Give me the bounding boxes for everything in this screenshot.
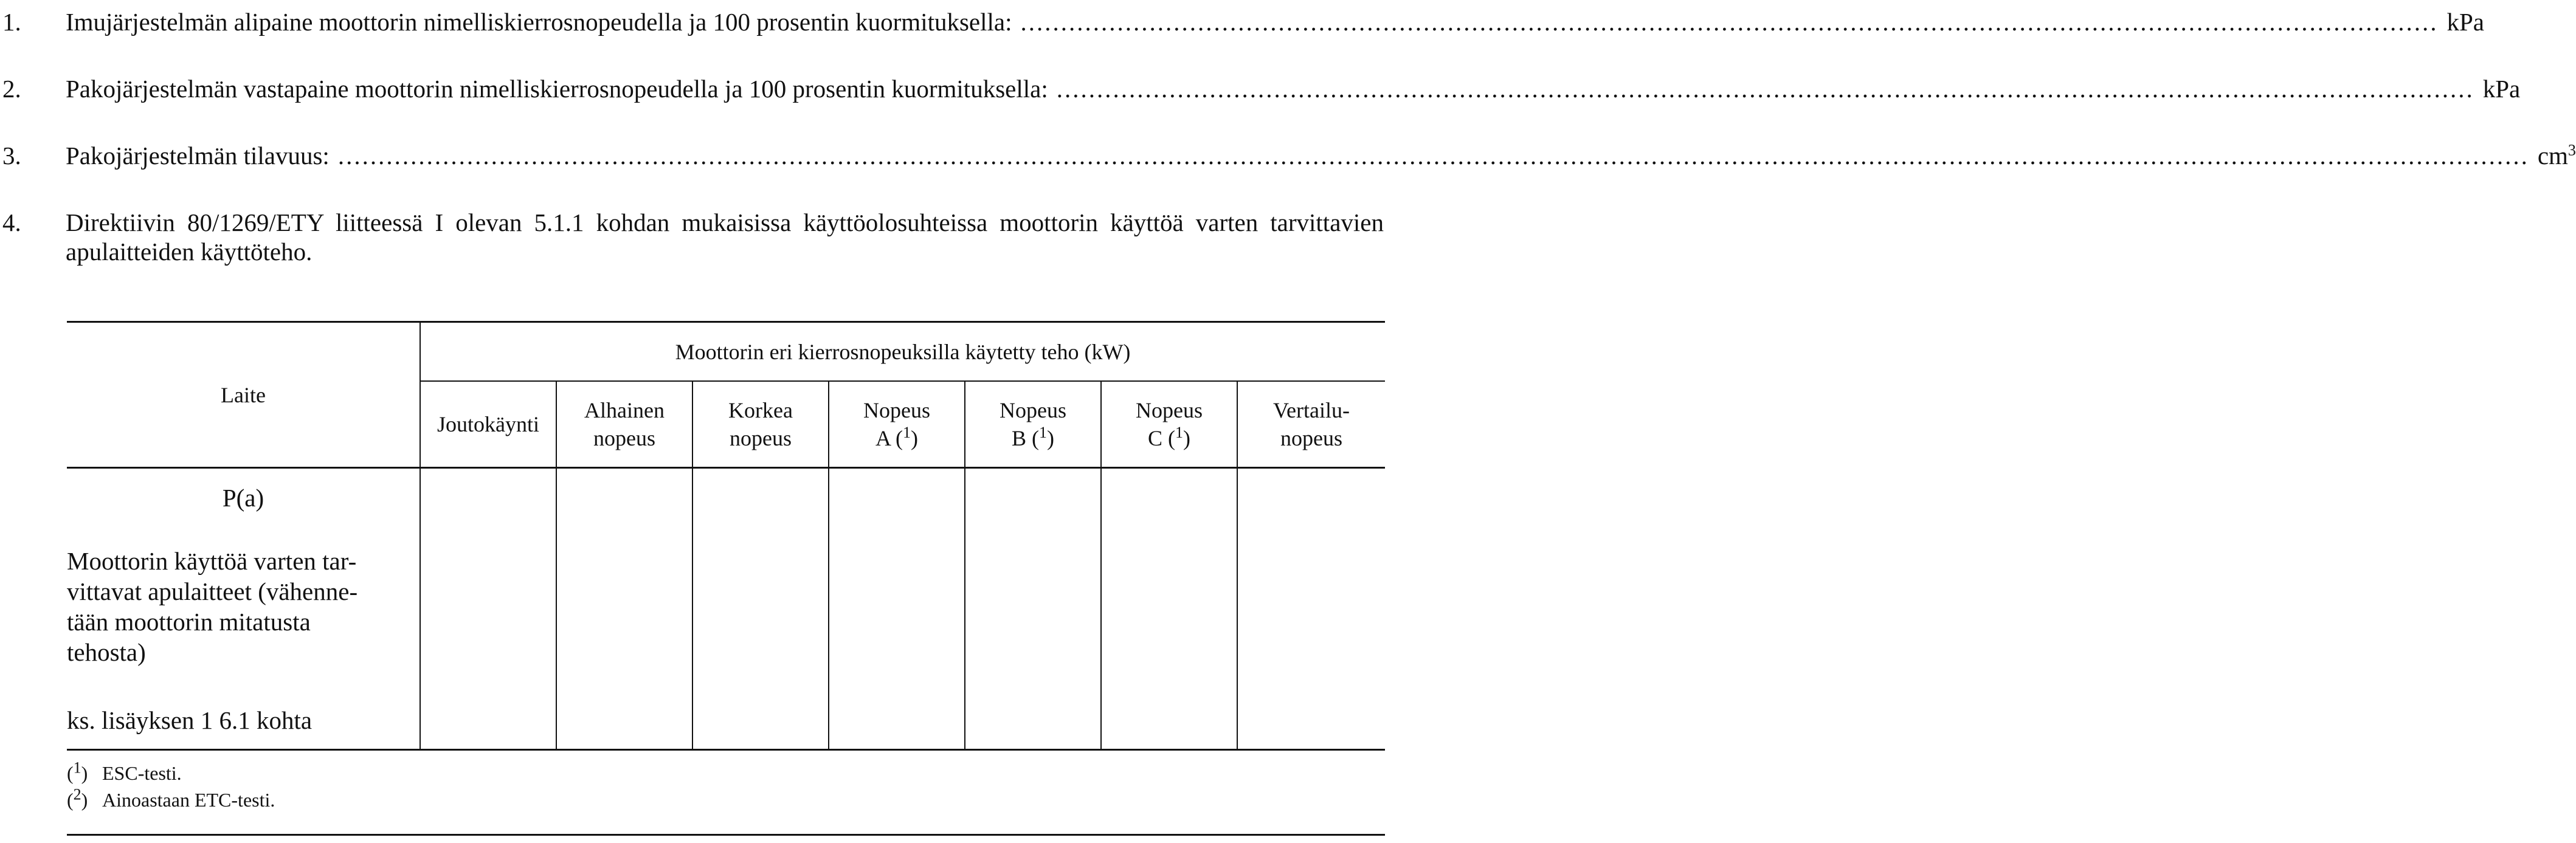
item-number: 2.: [2, 75, 21, 103]
item-1-line: [66, 7, 2484, 36]
row-reference: ks. lisäyksen 1 6.1 kohta: [67, 706, 313, 734]
group-header: Moottorin eri kierrosnopeuksilla käytetty teho (kW): [675, 339, 1131, 364]
header-bottom-rule: [67, 467, 1385, 469]
col-header-label: Joutokäynti: [437, 412, 539, 436]
col-header-korkea: [693, 382, 828, 467]
item-number: 1.: [2, 8, 21, 36]
col-header-line2: nopeus: [1280, 426, 1342, 450]
power-table: [67, 321, 1385, 751]
description-line: tään moottorin mitatusta: [67, 608, 311, 636]
footnote-text: Ainoastaan ETC-testi.: [102, 789, 275, 811]
col-header-line1: Vertailu-: [1273, 398, 1350, 422]
item-2-line: [66, 74, 2521, 103]
body-bottom-rule: [67, 749, 1385, 751]
item-3-unit: [2538, 141, 2576, 170]
col-header-letter: C (: [1148, 426, 1175, 450]
col-header-line2: [1148, 424, 1190, 452]
dot-leader: ................................................................................................................................................................................: [1020, 8, 2439, 36]
item-number: 4.: [2, 208, 21, 236]
col-header-line1: Nopeus: [863, 398, 930, 422]
item-3-text: Pakojärjestelmän tilavuus:: [66, 142, 330, 170]
item-1-unit: kPa: [2447, 8, 2484, 36]
description-line: tehosta): [67, 638, 146, 666]
item-4-text: Direktiivin 80/1269/ETY liitteessä I olevan 5.1.1 kohdan mukaisissa käyttöolosuhteissa moottorin käyttöä varten tarvittavien apulaitteiden käyttöteho.: [66, 208, 1384, 266]
col-header-line1: Korkea: [728, 398, 793, 422]
row-description: [67, 546, 407, 667]
col-header-line2: nopeus: [730, 426, 792, 450]
col-header-line1: Nopeus: [1000, 398, 1066, 422]
item-2-text: Pakojärjestelmän vastapaine moottorin nimelliskierrosnopeudella ja 100 prosentin kuormituksella:: [66, 75, 1048, 103]
dot-leader: ................................................................................................................................................................................: [1056, 75, 2474, 103]
col-header-line2: nopeus: [593, 426, 655, 450]
item-2-unit: kPa: [2482, 75, 2521, 103]
description-line: Moottorin käyttöä varten tar-: [67, 547, 357, 575]
footnote-ref: 1: [903, 424, 911, 441]
footnote-text: ESC-testi.: [102, 762, 182, 784]
col-header-letter: A (: [875, 426, 903, 450]
col-header-nopeus-c: [1102, 382, 1237, 467]
footnote-mark-number: 1: [73, 759, 81, 777]
footnote-mark: ($^1$): [67, 759, 88, 784]
paren-close: ): [1047, 426, 1054, 450]
unit-superscript: 3: [2567, 141, 2576, 159]
col-header-vertailu: [1238, 382, 1385, 467]
col-header-nopeus-a: [829, 382, 964, 467]
col-header-alhainen: [557, 382, 692, 467]
paren-close: ): [1183, 426, 1190, 450]
footnote-1: [67, 761, 182, 785]
footnote-ref: 1: [1175, 424, 1183, 441]
col-header-line1: Alhainen: [584, 398, 665, 422]
footnote-ref: 1: [1039, 424, 1047, 441]
footnote-2: [67, 785, 275, 812]
row-pa-label: P(a): [222, 484, 264, 512]
unit-base: cm: [2537, 142, 2568, 170]
col-header-line1: Nopeus: [1136, 398, 1203, 422]
col-header-line2: [1012, 424, 1054, 452]
footnote-mark-number: 2: [73, 785, 81, 803]
footnote-bottom-rule: [67, 834, 1385, 836]
footnote-mark: ($^2$): [67, 785, 88, 811]
description-line: vittavat apulaitteet (vähenne-: [67, 577, 358, 605]
laite-header: Laite: [221, 382, 266, 407]
col-header-joutokaynti: [421, 382, 556, 467]
item-1-text: Imujärjestelmän alipaine moottorin nimelliskierrosnopeudella ja 100 prosentin kuormituksella:: [66, 8, 1012, 36]
col-header-letter: B (: [1012, 426, 1039, 450]
paren-close: ): [911, 426, 918, 450]
col-header-line2: [875, 424, 918, 452]
dot-leader: ................................................................................................................................................................................................................................................................................: [337, 142, 2529, 170]
item-3-line: [66, 141, 2576, 170]
col-header-nopeus-b: [965, 382, 1100, 467]
item-number: 3.: [2, 142, 21, 170]
